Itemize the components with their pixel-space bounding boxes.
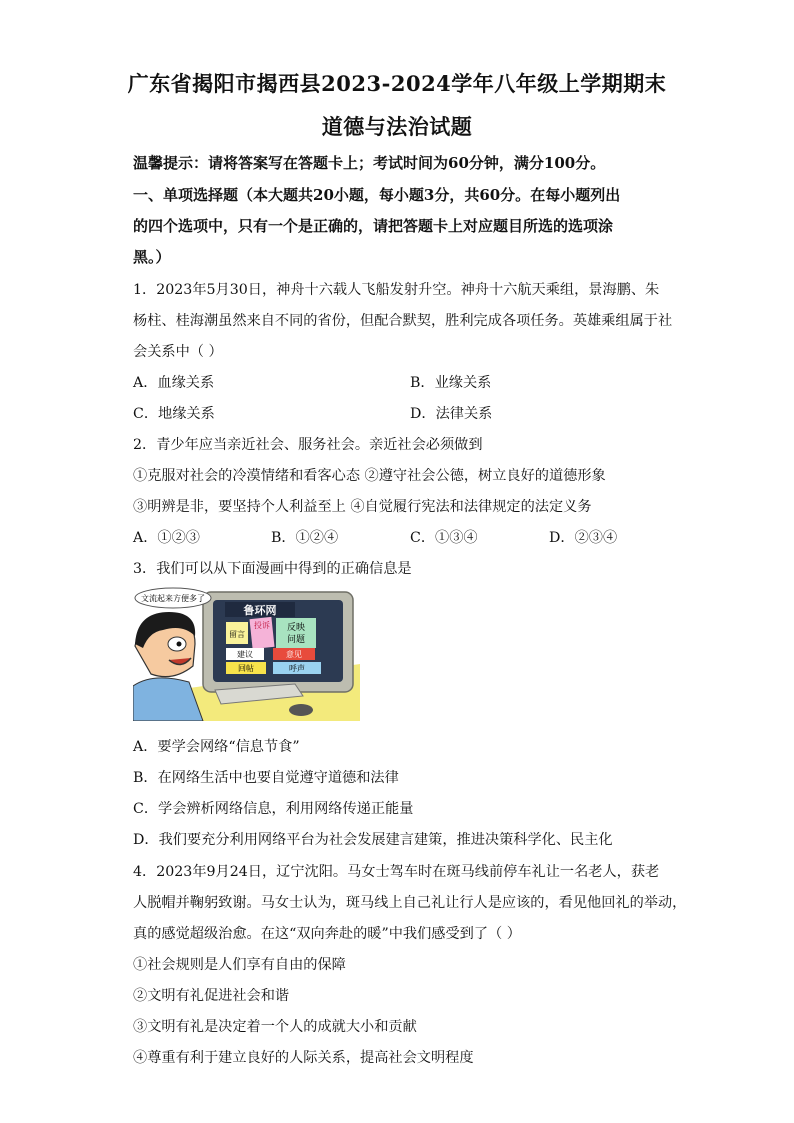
q4-item-3: ③文明有礼是决定着一个人的成就大小和贡献 [133,1019,417,1035]
q4-stem-line1: 4．2023年9月24日，辽宁沈阳。马女士驾车时在斑马线前停车礼让一名老人，获老 [133,864,660,880]
q1-option-c: C．地缘关系 [133,406,215,422]
svg-text:问题: 问题 [286,635,306,645]
q2-stem: 2．青少年应当亲近社会、服务社会。亲近社会必须做到 [133,437,483,453]
q4-item-2: ②文明有礼促进社会和谐 [133,988,290,1004]
q3-option-a: A．要学会网络“信息节食” [133,739,300,755]
q2-item-row2: ③明辨是非，要坚持个人利益至上 ④自觉履行宪法和法律规定的法定义务 [133,499,592,515]
site-name-label: 鲁环网 [243,604,277,617]
section1-instruction-line1: 一、单项选择题（本大题共20小题，每小题3分，共60分。在每小题列出 [133,186,621,204]
q1-option-d: D．法律关系 [410,406,493,422]
q4-item-1: ①社会规则是人们享有自由的保障 [133,957,346,973]
mouse-icon [289,704,313,716]
q2-option-b: B．①②④ [271,530,339,546]
section1-instruction-line2: 的四个选项中，只有一个是正确的，请把答题卡上对应题目所选的选项涂 [133,217,614,235]
exam-title-line1: 广东省揭阳市揭西县2023-2024学年八年级上学期期末 [127,71,667,96]
q3-option-d: D．我们要充分利用网络平台为社会发展建言建策，推进决策科学化、民主化 [133,832,613,848]
person-shirt [133,678,203,721]
exam-notice: 温馨提示：请将答案写在答题卡上；考试时间为60分钟，满分100分。 [133,154,606,172]
q1-option-a: A．血缘关系 [133,375,215,391]
q4-stem-line3: 真的感觉超级治愈。在这“双向奔赴的暖”中我们感受到了（ ） [133,926,521,942]
svg-text:投诉: 投诉 [254,621,270,630]
q2-option-d: D．②③④ [549,530,618,546]
q4-item-4: ④尊重有利于建立良好的人际关系，提高社会文明程度 [133,1050,474,1066]
section1-instruction-line3: 黑。） [133,248,171,266]
q1-stem-line2: 杨柱、桂海潮虽然来自不同的省份，但配合默契，胜利完成各项任务。英雄乘组属于社 [133,313,673,329]
q2-item-row1: ①克服对社会的冷漠情绪和看客心态 ②遵守社会公德，树立良好的道德形象 [133,468,606,484]
svg-text:回帖: 回帖 [238,664,254,673]
q1-stem-line1: 1．2023年5月30日，神舟十六载人飞船发射升空。神舟十六航天乘组，景海鹏、朱 [133,282,660,298]
q3-cartoon-illustration [133,586,360,721]
svg-text:意见: 意见 [286,650,302,659]
q1-stem-line3: 会关系中（ ） [133,344,223,360]
svg-text:反映: 反映 [286,623,306,633]
exam-title-line2: 道德与法治试题 [321,114,473,139]
q2-option-c: C．①③④ [410,530,478,546]
svg-text:留言: 留言 [229,630,245,639]
svg-text:建议: 建议 [237,650,253,659]
q3-option-b: B．在网络生活中也要自觉遵守道德和法律 [133,770,399,786]
svg-text:呼声: 呼声 [289,664,305,673]
q3-stem: 3．我们可以从下面漫画中得到的正确信息是 [133,561,412,577]
q2-option-a: A．①②③ [133,530,200,546]
q1-option-b: B．业缘关系 [410,375,492,391]
q4-stem-line2: 人脱帽并鞠躬致谢。马女士认为，斑马线上自己礼让行人是应该的，看见他回礼的举动， [133,895,687,911]
q3-option-c: C．学会辨析网络信息，利用网络传递正能量 [133,801,414,817]
speech-bubble-text: 文流起来方便多了 [141,594,205,603]
